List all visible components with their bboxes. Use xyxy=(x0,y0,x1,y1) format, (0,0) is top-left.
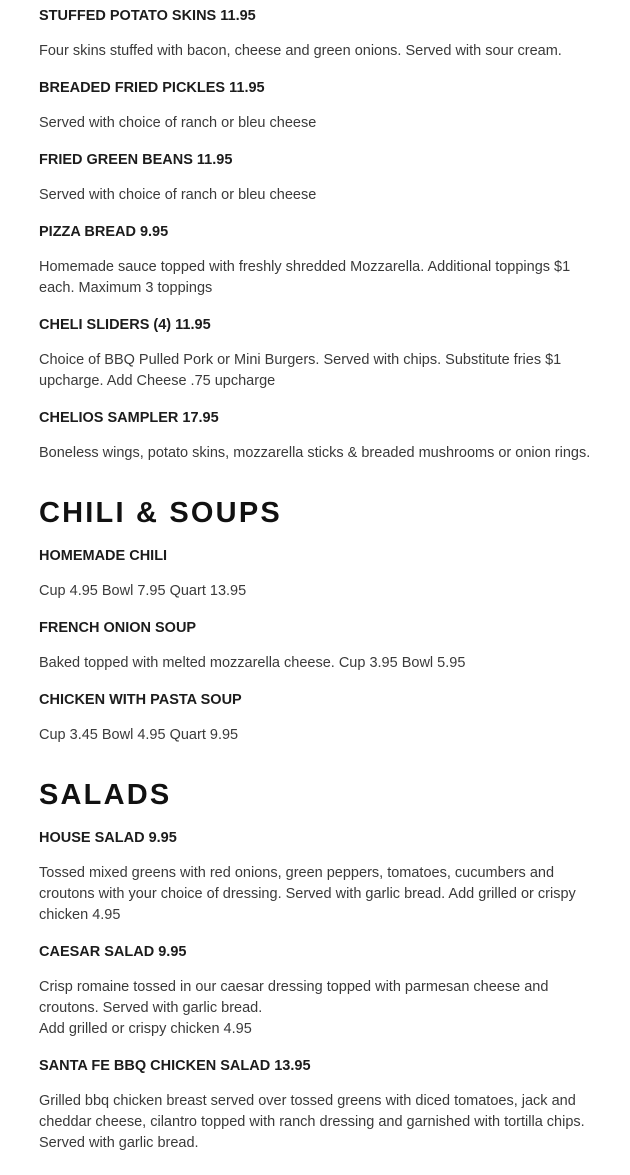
menu-item-description xyxy=(39,653,604,674)
menu-item-description xyxy=(39,41,604,62)
section-heading-salads: SALADS xyxy=(39,779,172,811)
menu-item-title: HOUSE SALAD 9.95 xyxy=(39,830,177,846)
description-line: upcharge. Add Cheese .75 upcharge xyxy=(39,373,276,389)
menu-item-description xyxy=(39,113,604,134)
description-line: Four skins stuffed with bacon, cheese and green onions. Served with sour cream. xyxy=(39,43,562,59)
description-line: croutons with your choice of dressing. Served with garlic bread. Add grilled or crispy xyxy=(39,886,576,902)
menu-item-description xyxy=(39,1091,604,1154)
menu-item-title: SANTA FE BBQ CHICKEN SALAD 13.95 xyxy=(39,1058,311,1074)
description-line: cheddar cheese, cilantro topped with ranch dressing and garnished with tortilla chips. xyxy=(39,1114,585,1130)
menu-item-title: BREADED FRIED PICKLES 11.95 xyxy=(39,80,265,96)
description-line: Add grilled or crispy chicken 4.95 xyxy=(39,1021,252,1037)
menu-item-description xyxy=(39,185,604,206)
menu-item-description xyxy=(39,443,604,464)
menu-item-description xyxy=(39,977,604,1040)
menu-item-title: FRIED GREEN BEANS 11.95 xyxy=(39,152,233,168)
menu-item-description xyxy=(39,725,604,746)
description-line: chicken 4.95 xyxy=(39,907,121,923)
description-line: Cup 4.95 Bowl 7.95 Quart 13.95 xyxy=(39,583,247,599)
description-line: Cup 3.45 Bowl 4.95 Quart 9.95 xyxy=(39,727,239,743)
description-line: each. Maximum 3 toppings xyxy=(39,280,213,296)
menu-item-title: CHELIOS SAMPLER 17.95 xyxy=(39,410,219,426)
description-line: Crisp romaine tossed in our caesar dressing topped with parmesan cheese and xyxy=(39,979,549,995)
description-line: Boneless wings, potato skins, mozzarella sticks & breaded mushrooms or onion rings. xyxy=(39,445,591,461)
description-line: Baked topped with melted mozzarella cheese. Cup 3.95 Bowl 5.95 xyxy=(39,655,466,671)
description-line: Served with choice of ranch or bleu cheese xyxy=(39,115,317,131)
description-line: Served with garlic bread. xyxy=(39,1135,199,1151)
menu-item-title: CAESAR SALAD 9.95 xyxy=(39,944,187,960)
menu-item-title: CHELI SLIDERS (4) 11.95 xyxy=(39,317,211,333)
menu-item-description xyxy=(39,581,604,602)
menu-item-title: PIZZA BREAD 9.95 xyxy=(39,224,169,240)
menu-item-description xyxy=(39,350,604,392)
description-line: Served with choice of ranch or bleu cheese xyxy=(39,187,317,203)
menu-item-description xyxy=(39,257,604,299)
description-line: Tossed mixed greens with red onions, green peppers, tomatoes, cucumbers and xyxy=(39,865,555,881)
menu-item-title: FRENCH ONION SOUP xyxy=(39,620,197,636)
menu-item-description xyxy=(39,863,604,926)
section-heading-chili-soups: CHILI & SOUPS xyxy=(39,497,282,529)
description-line: croutons. Served with garlic bread. xyxy=(39,1000,263,1016)
menu-item-title: STUFFED POTATO SKINS 11.95 xyxy=(39,8,256,24)
menu-item-title: HOMEMADE CHILI xyxy=(39,548,168,564)
description-line: Homemade sauce topped with freshly shredded Mozzarella. Additional toppings $1 xyxy=(39,259,571,275)
description-line: Grilled bbq chicken breast served over tossed greens with diced tomatoes, jack and xyxy=(39,1093,576,1109)
menu-item-title: CHICKEN WITH PASTA SOUP xyxy=(39,692,242,708)
description-line: Choice of BBQ Pulled Pork or Mini Burgers. Served with chips. Substitute fries $1 xyxy=(39,352,562,368)
